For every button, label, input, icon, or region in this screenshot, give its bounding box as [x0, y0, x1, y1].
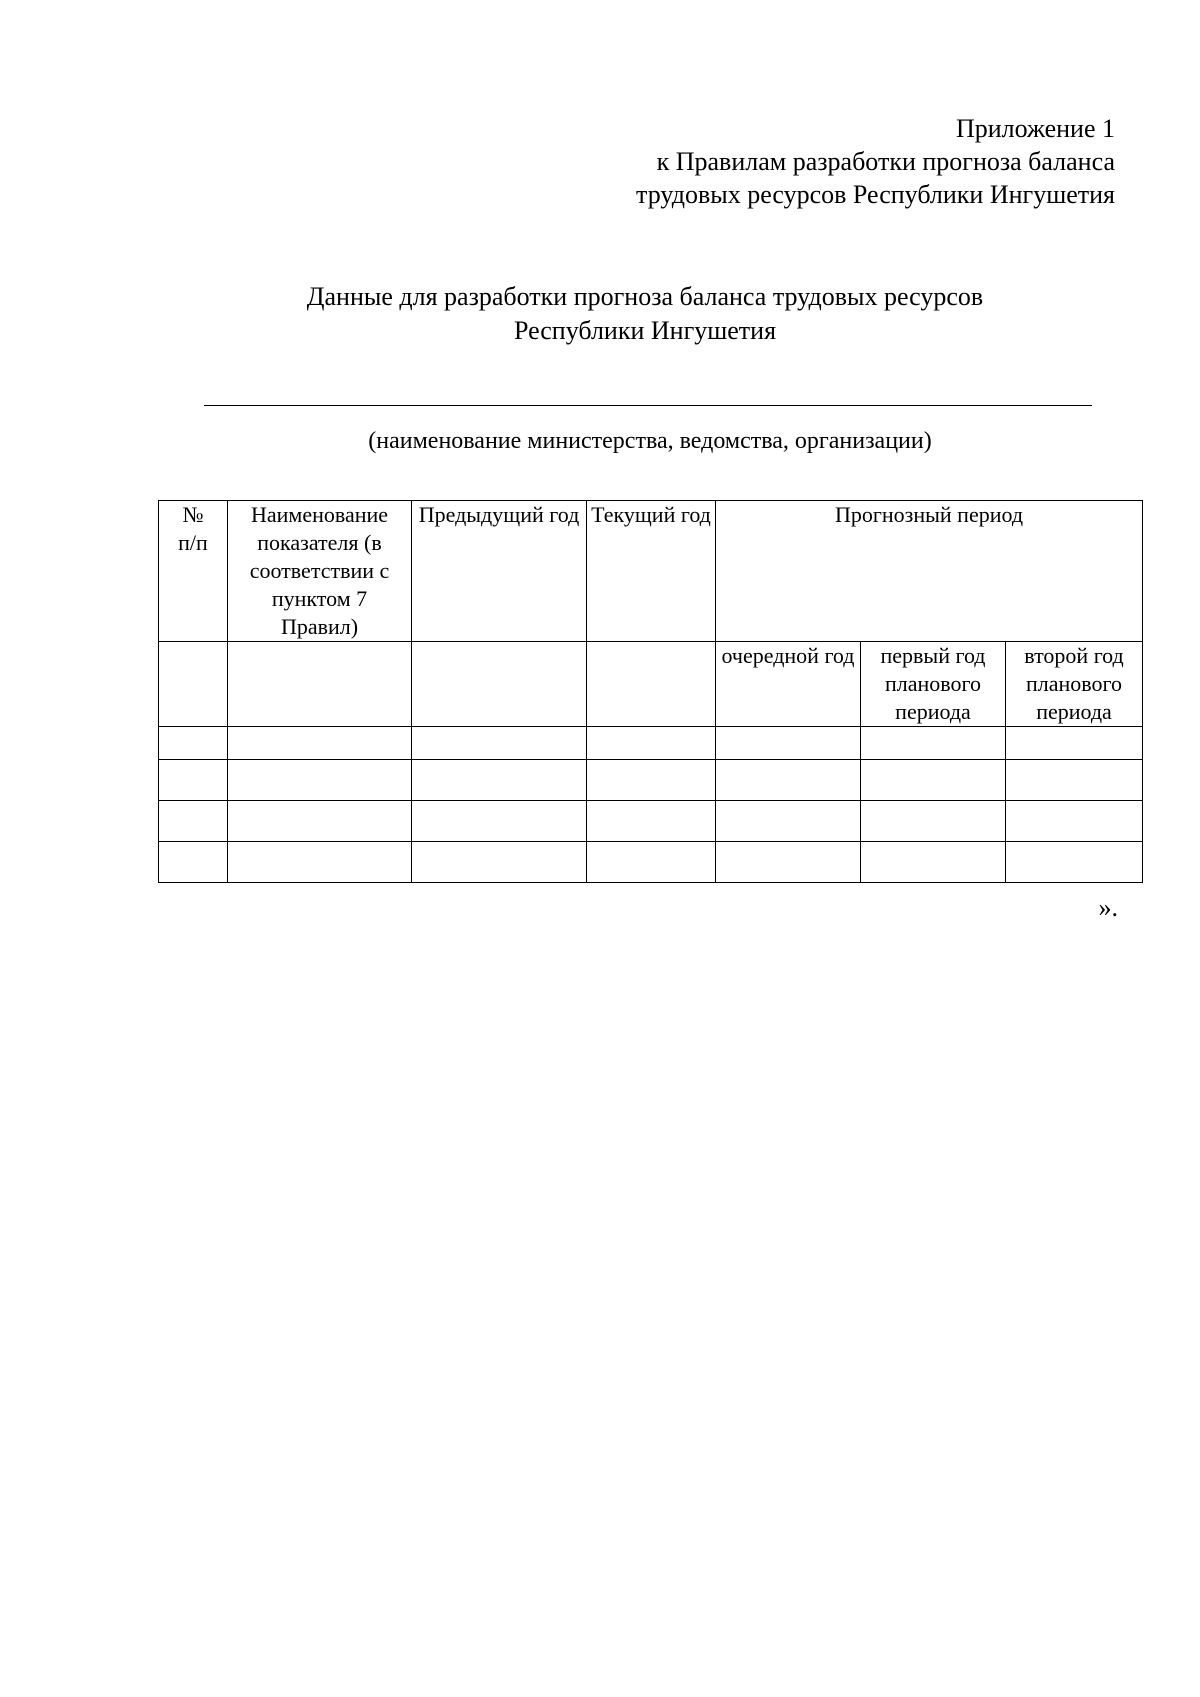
table-cell — [716, 727, 861, 760]
document-title-line1: Данные для разработки прогноза баланса трудовых ресурсов — [306, 282, 984, 311]
table-row — [159, 801, 1143, 842]
table-cell — [587, 642, 716, 727]
header-first-plan-year-cell: первый год планового периода — [861, 642, 1006, 727]
document-title-line2: Республики Ингушетия — [513, 316, 777, 345]
table-cell — [228, 842, 412, 883]
closing-quote-mark: ». — [1098, 893, 1118, 922]
table-cell — [228, 801, 412, 842]
appendix-reference: к Правилам разработки прогноза баланса — [656, 147, 1115, 176]
table-header-row — [159, 501, 1143, 642]
header-number-symbol: № — [182, 502, 204, 527]
table-cell — [587, 727, 716, 760]
header-current-year-cell: Текущий год — [587, 501, 716, 642]
table-cell — [412, 727, 587, 760]
header-second-plan-year-cell: второй год планового периода — [1006, 642, 1143, 727]
table-row — [159, 760, 1143, 801]
organization-caption: (наименование министерства, ведомства, организации) — [368, 428, 932, 454]
header-number-cell — [159, 501, 228, 642]
table-cell — [587, 842, 716, 883]
table-cell — [159, 727, 228, 760]
table-cell — [1006, 727, 1143, 760]
table-cell — [1006, 801, 1143, 842]
header-indicator-cell: Наименование показателя (в соответствии с пунктом 7 Правил) — [228, 501, 412, 642]
table-cell — [587, 801, 716, 842]
table-cell — [861, 727, 1006, 760]
document-title — [0, 280, 1200, 348]
table-cell — [412, 842, 587, 883]
table-cell — [159, 642, 228, 727]
table-cell — [1006, 842, 1143, 883]
header-number-label: п/п — [178, 530, 208, 555]
organization-name-blank-line — [204, 405, 1092, 406]
table-cell — [159, 760, 228, 801]
table-cell — [716, 760, 861, 801]
data-table — [158, 500, 1143, 883]
table-cell — [412, 642, 587, 727]
header-previous-year-cell: Предыдущий год — [412, 501, 587, 642]
table-subheader-row — [159, 642, 1143, 727]
table-cell — [861, 760, 1006, 801]
table-cell — [228, 727, 412, 760]
appendix-number: Приложение 1 — [955, 114, 1115, 143]
table-cell — [159, 842, 228, 883]
table-row — [159, 842, 1143, 883]
appendix-reference-cont: трудовых ресурсов Республики Ингушетия — [636, 180, 1115, 209]
table-cell — [1006, 760, 1143, 801]
table-cell — [861, 842, 1006, 883]
table-cell — [412, 801, 587, 842]
table-cell — [716, 842, 861, 883]
table-cell — [228, 642, 412, 727]
appendix-header — [636, 112, 1115, 211]
table-cell — [228, 760, 412, 801]
table-cell — [587, 760, 716, 801]
table-cell — [412, 760, 587, 801]
table-cell — [861, 801, 1006, 842]
table-cell — [159, 801, 228, 842]
header-forecast-period-cell: Прогнозный период — [716, 501, 1143, 642]
table-cell — [716, 801, 861, 842]
table-row — [159, 727, 1143, 760]
header-next-year-cell: очередной год — [716, 642, 861, 727]
